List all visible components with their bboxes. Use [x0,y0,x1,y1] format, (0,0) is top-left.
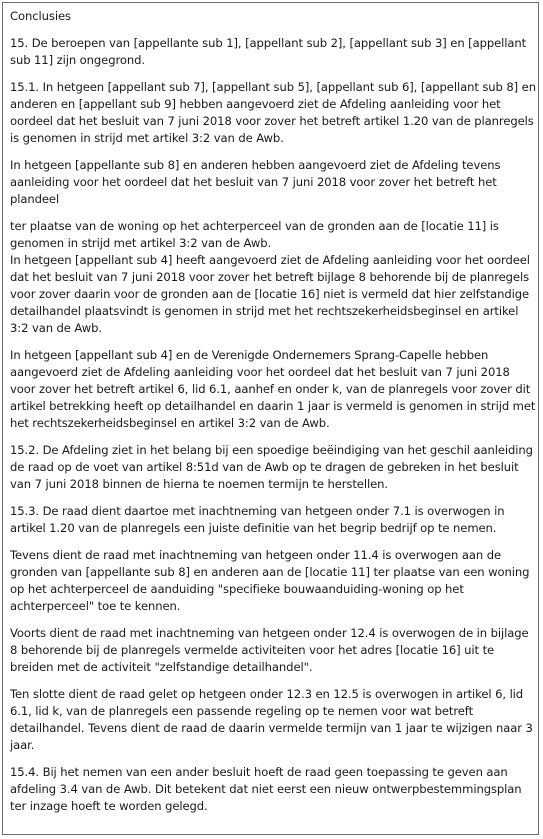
section-heading: Conclusies [10,9,71,23]
paragraph-plandeel: In hetgeen [appellante sub 8] en anderen hebben aangevoerd ziet de Afdeling tevens aanleiding voor het oordeel dat het besluit van 7 juni 2018 voor zover het betreft het plandeel [10,158,501,206]
paragraph-15: 15. De beroepen van [appellante sub 1], [appellant sub 2], [appellant sub 3] en [appellant sub 11] zijn ongegrond. [10,36,527,67]
document-frame [2,2,539,835]
paragraph-bijlage-8: In hetgeen [appellant sub 4] heeft aangevoerd ziet de Afdeling aanleiding voor het oordeel dat het besluit van 7 juni 2018 voor zover het betreft bijlage 8 behorende bij de planregels voor zover daarin voor de gronden aan de [locatie 16] niet is vermeld dat hier zelfstandige detailhandel plaatsvindt is genomen in strijd met het rechtszekerheidsbeginsel en artikel 3:2 van de Awb. [10,253,530,335]
paragraph-ten-slotte: Ten slotte dient de raad gelet op hetgeen onder 12.3 en 12.5 is overwogen in artikel 6, lid 6.1, lid k, van de planregels een passende regeling op te nemen voor wat betreft detailhandel. Tevens dient de raad de daarin vermelde termijn van 1 jaar te wijzigen naar 3 jaar. [10,687,533,752]
paragraph-voorts: Voorts dient de raad met inachtneming van hetgeen onder 12.4 is overwogen de in bijlage 8 behorende bij de planregels vermelde activiteiten voor het adres [locatie 16] uit te breiden met de activiteit "zelfstandige detailhandel". [10,626,529,674]
document-content [10,8,536,815]
paragraph-15-2: 15.2. De Afdeling ziet in het belang bij een spoedige beëindiging van het geschil aanleiding de raad op de voet van artikel 8:51d van de Awb op te dragen de gebreken in het besluit van 7 juni 2018 binnen de hierna te noemen termijn te herstellen. [10,443,533,491]
paragraph-achterperceel: ter plaatse van de woning op het achterperceel van de gronden aan de [locatie 11] is genomen in strijd met artikel 3:2 van de Awb. [10,219,499,250]
paragraph-detailhandel: In hetgeen [appellant sub 4] en de Verenigde Ondernemers Sprang-Capelle hebben aangevoerd ziet de Afdeling aanleiding voor het oordeel dat het besluit van 7 juni 2018 voor zover het betreft artikel 6, lid 6.1, aanhef en onder k, van de planregels voor zover dit artikel betrekking heeft op detailhandel en daarin 1 jaar is vermeld is genomen in strijd met het rechtszekerheidsbeginsel en artikel 3:2 van de Awb. [10,348,536,430]
paragraph-tevens: Tevens dient de raad met inachtneming van hetgeen onder 11.4 is overwogen aan de gronden van [appellante sub 8] en anderen aan de [locatie 11] ter plaatse van een woning op het achterperceel de aanduiding "specifieke bouwaanduiding-woning op het achterperceel" toe te kennen. [10,548,530,613]
paragraph-15-3: 15.3. De raad dient daartoe met inachtneming van hetgeen onder 7.1 is overwogen in artikel 1.20 van de planregels een juiste definitie van het begrip bedrijf op te nemen. [10,504,505,535]
paragraph-15-1: 15.1. In hetgeen [appellant sub 7], [appellant sub 5], [appellant sub 6], [appellant sub 8] en anderen en [appellant sub 9] hebben aangevoerd ziet de Afdeling aanleiding voor het oordeel dat het besluit van 7 juni 2018 voor zover het betreft artikel 1.20 van de planregels is genomen in strijd met artikel 3:2 van de Awb. [10,80,536,145]
paragraph-15-4: 15.4. Bij het nemen van een ander besluit hoeft de raad geen toepassing te geven aan afdeling 3.4 van de Awb. Dit betekent dat niet eerst een nieuw ontwerpbestemmingsplan ter inzage hoeft te worden gelegd. [10,765,522,813]
